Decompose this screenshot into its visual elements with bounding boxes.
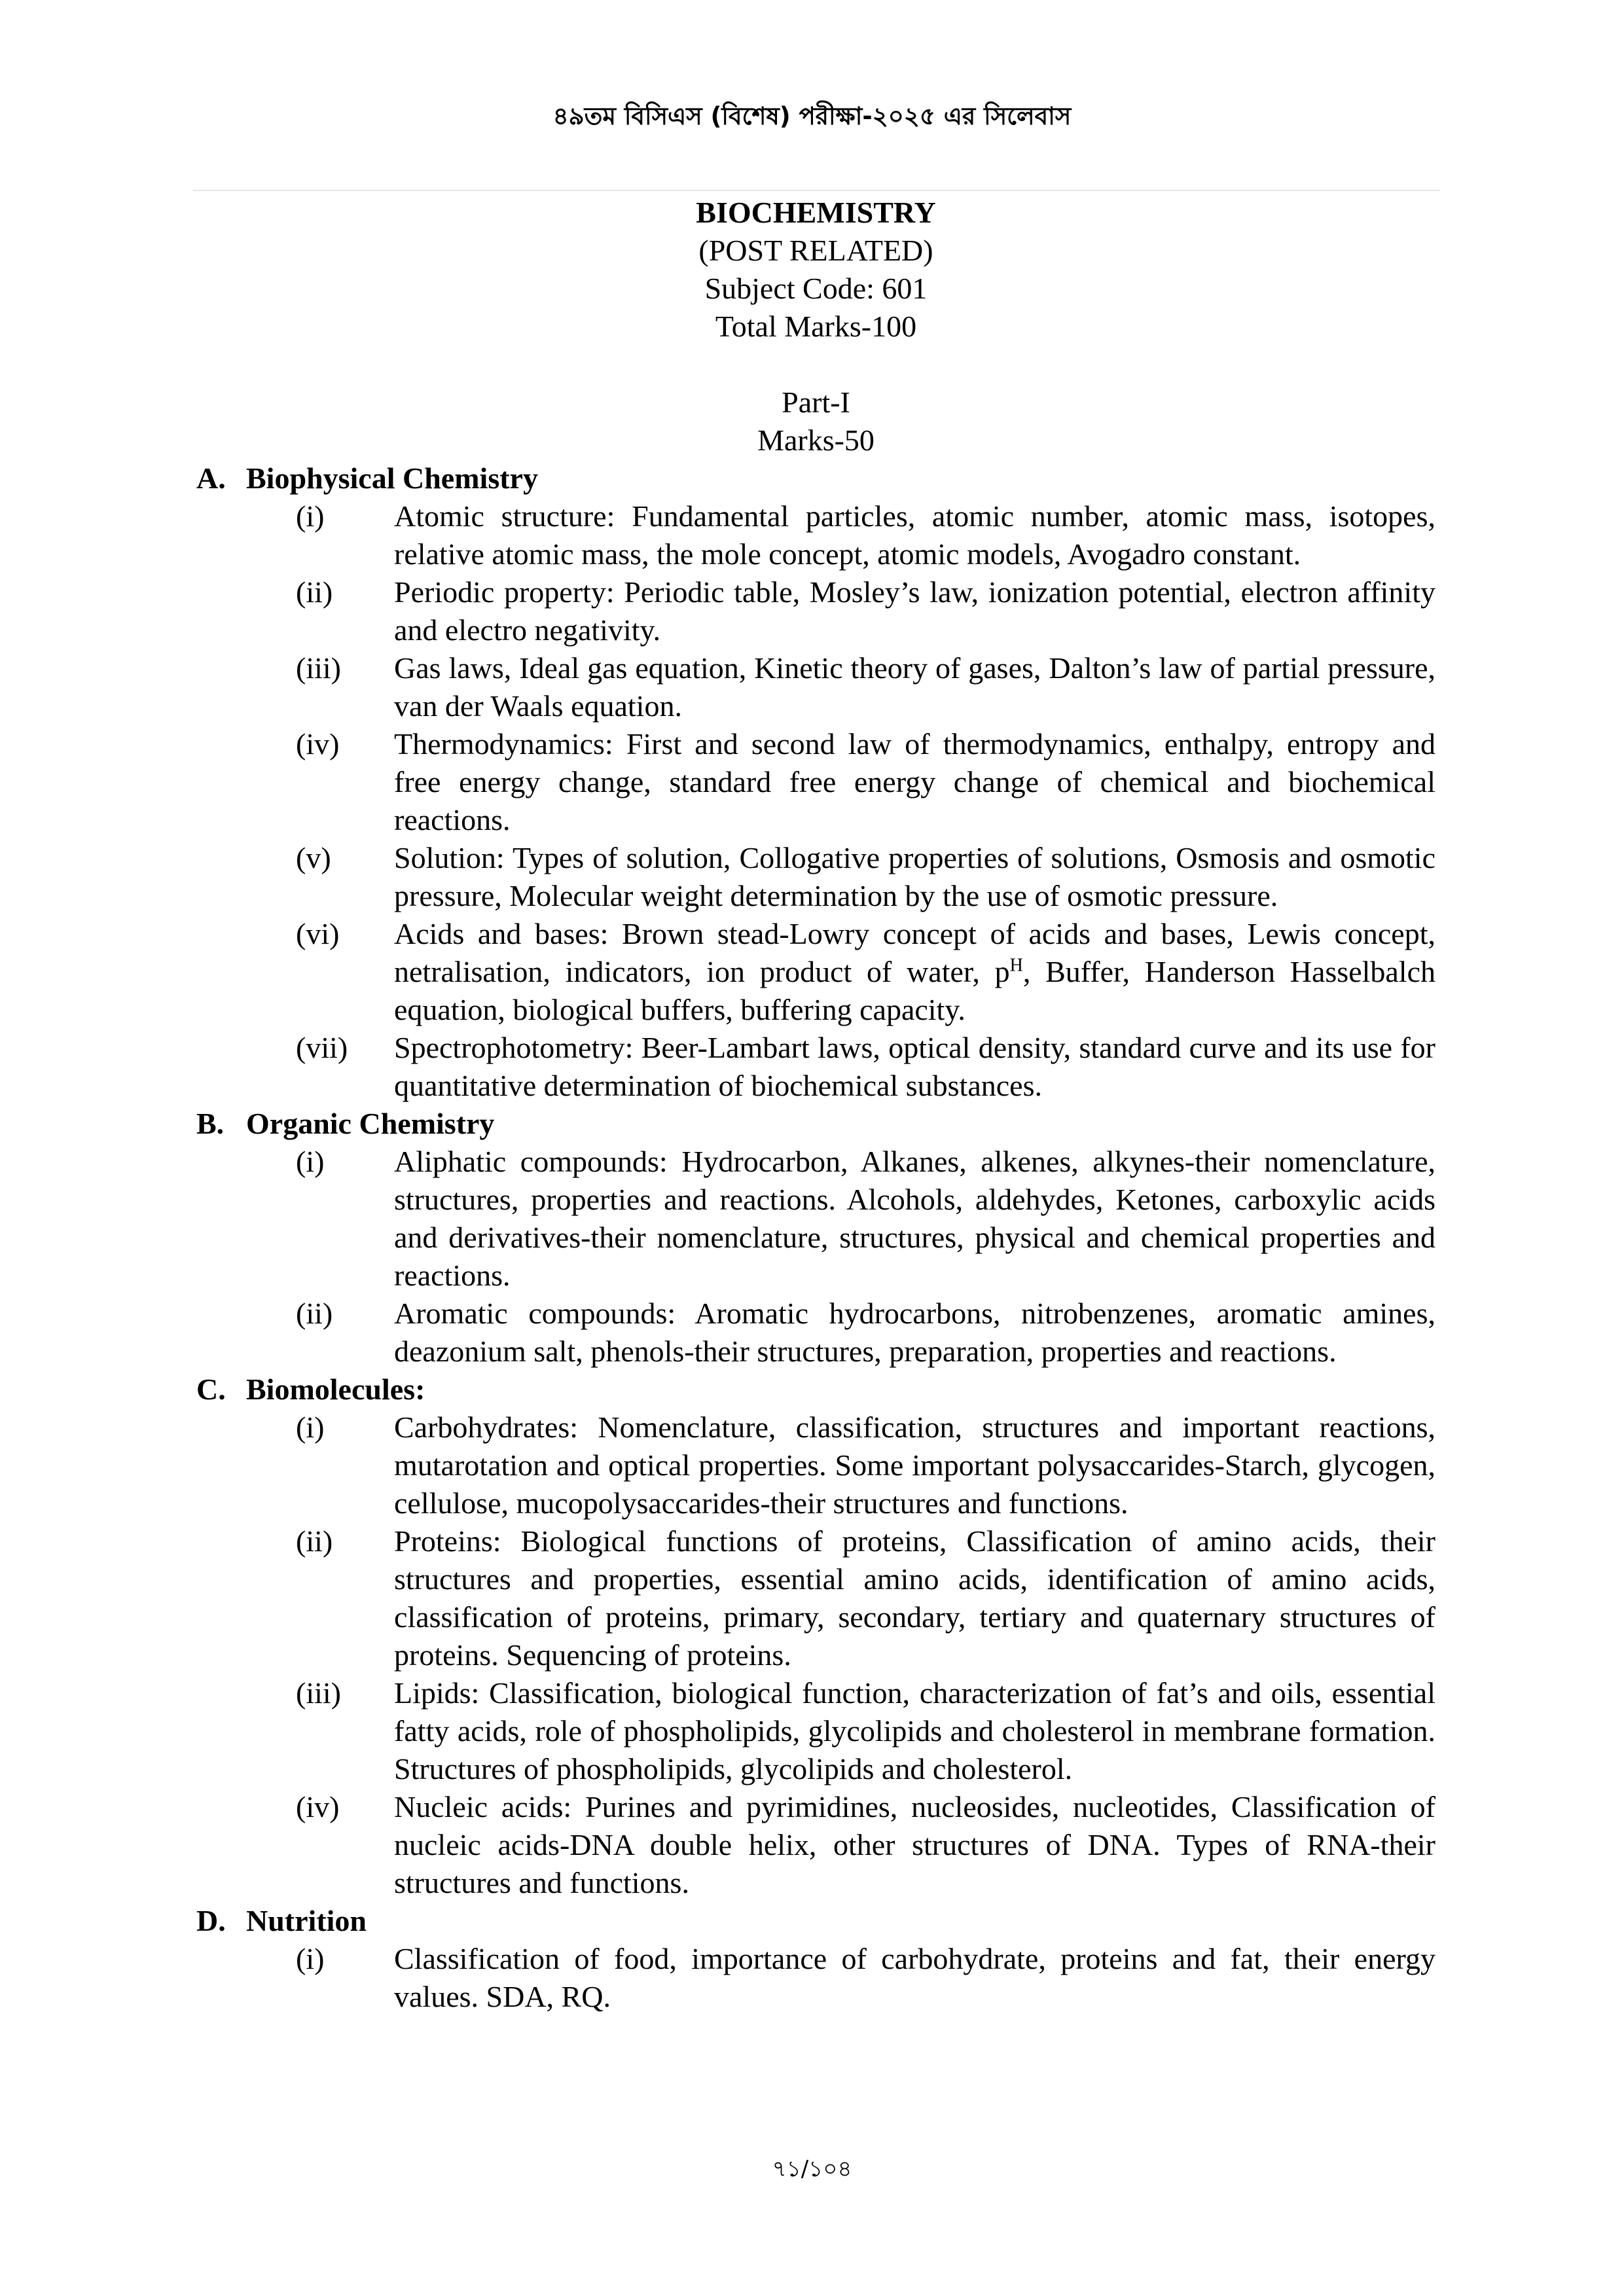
section-letter: C. bbox=[196, 1372, 226, 1406]
item-text: Carbohydrates: Nomenclature, classification, structures and important reactions, mutarotation and optical properties. Some important polysaccarides-Starch, glycogen, cellulose, mucopolysaccarides-their structures and functions. bbox=[394, 1410, 1435, 1520]
list-item bbox=[196, 725, 1435, 839]
section-heading bbox=[196, 1371, 1435, 1408]
item-number: (iii) bbox=[296, 1676, 341, 1710]
section-letter: B. bbox=[196, 1107, 225, 1140]
list-item bbox=[196, 1788, 1435, 1902]
item-number: (vi) bbox=[296, 917, 340, 950]
item-number: (i) bbox=[296, 499, 325, 533]
item-text bbox=[394, 915, 1435, 1029]
item-text: Lipids: Classification, biological function, characterization of fat’s and oils, essential fatty acids, role of phospholipids, glycolipids and cholesterol in membrane formation. Structures of phospholipids, glycolipids and cholesterol. bbox=[394, 1676, 1435, 1785]
total-marks: Total Marks-100 bbox=[715, 310, 917, 343]
section-heading bbox=[196, 1902, 1435, 1940]
item-number: (i) bbox=[296, 1942, 325, 1975]
page-header-title: ৪৯তম বিসিএস (বিশেষ) পরীক্ষা-২০২৫ এর সিলেবাস bbox=[552, 102, 1072, 130]
section-title: Nutrition bbox=[246, 1904, 367, 1937]
list-item bbox=[196, 1522, 1435, 1674]
section-title: Organic Chemistry bbox=[246, 1107, 495, 1140]
subject-code: Subject Code: 601 bbox=[704, 272, 928, 305]
item-number: (iv) bbox=[296, 1790, 340, 1823]
section-letter: A. bbox=[196, 461, 226, 495]
item-text-part: , Buffer, Handerson Hasselbalch equation, biological buffers, buffering capacity. bbox=[394, 955, 1435, 1026]
section-title: Biomolecules: bbox=[246, 1372, 425, 1406]
item-text: Aromatic compounds: Aromatic hydrocarbons, nitrobenzenes, aromatic amines, deazonium salt, phenols-their structures, preparation, properties and reactions. bbox=[394, 1297, 1435, 1368]
item-text-part: Acids and bases: Brown stead-Lowry concept of acids and bases, Lewis concept, netralisation, indicators, ion product of water, p bbox=[394, 917, 1435, 988]
item-number: (ii) bbox=[296, 1297, 333, 1330]
item-text: Thermodynamics: First and second law of thermodynamics, enthalpy, entropy and free energy change, standard free energy change of chemical and biochemical reactions. bbox=[394, 727, 1435, 836]
item-text: Aliphatic compounds: Hydrocarbon, Alkanes, alkenes, alkynes-their nomenclature, structures, properties and reactions. Alcohols, aldehydes, Ketones, carboxylic acids and derivatives-their nomenclature, structures, physical and chemical properties and reactions. bbox=[394, 1145, 1435, 1292]
item-number: (v) bbox=[296, 841, 331, 874]
item-number: (i) bbox=[296, 1145, 325, 1178]
item-text: Atomic structure: Fundamental particles, atomic number, atomic mass, isotopes, relative atomic mass, the mole concept, atomic models, Avogadro constant. bbox=[394, 499, 1435, 571]
superscript: H bbox=[1009, 955, 1023, 976]
item-text: Nucleic acids: Purines and pyrimidines, nucleosides, nucleotides, Classification of nucleic acids-DNA double helix, other structures of DNA. Types of RNA-their structures and functions. bbox=[394, 1790, 1435, 1899]
list-item bbox=[196, 839, 1435, 915]
item-number: (i) bbox=[296, 1410, 325, 1444]
item-text: Proteins: Biological functions of proteins, Classification of amino acids, their structures and properties, essential amino acids, identification of amino acids, classification of proteins, primary, secondary, tertiary and quaternary structures of proteins. Sequencing of proteins. bbox=[394, 1524, 1435, 1672]
syllabus-content bbox=[196, 194, 1435, 2016]
item-text: Classification of food, importance of carbohydrate, proteins and fat, their energy values. SDA, RQ. bbox=[394, 1942, 1435, 2013]
list-item bbox=[196, 1295, 1435, 1371]
post-note: (POST RELATED) bbox=[698, 234, 933, 267]
list-item bbox=[196, 1143, 1435, 1295]
list-item bbox=[196, 1940, 1435, 2016]
item-text: Gas laws, Ideal gas equation, Kinetic theory of gases, Dalton’s law of partial pressure, van der Waals equation. bbox=[394, 651, 1435, 723]
subject-title: BIOCHEMISTRY bbox=[696, 196, 936, 229]
list-item bbox=[196, 649, 1435, 725]
list-item bbox=[196, 915, 1435, 1029]
item-text: Periodic property: Periodic table, Mosley’s law, ionization potential, electron affinity and electro negativity. bbox=[394, 575, 1435, 647]
section-letter: D. bbox=[196, 1904, 226, 1937]
part-title: Part-I bbox=[782, 386, 850, 419]
list-item bbox=[196, 497, 1435, 573]
spacer bbox=[196, 346, 1435, 384]
item-number: (ii) bbox=[296, 1524, 333, 1558]
list-item bbox=[196, 1408, 1435, 1522]
list-item bbox=[196, 1674, 1435, 1788]
part-marks: Marks-50 bbox=[757, 423, 875, 457]
page-number: ৭১/১০৪ bbox=[772, 2156, 852, 2182]
item-number: (ii) bbox=[296, 575, 333, 609]
item-number: (iii) bbox=[296, 651, 341, 685]
item-text: Solution: Types of solution, Collogative properties of solutions, Osmosis and osmotic pressure, Molecular weight determination by the use of osmotic pressure. bbox=[394, 841, 1435, 912]
list-item bbox=[196, 1029, 1435, 1105]
section-title: Biophysical Chemistry bbox=[246, 461, 538, 495]
item-text: Spectrophotometry: Beer-Lambart laws, optical density, standard curve and its use for quantitative determination of biochemical substances. bbox=[394, 1031, 1435, 1102]
header-divider bbox=[193, 190, 1440, 191]
item-number: (iv) bbox=[296, 727, 340, 761]
section-heading bbox=[196, 1105, 1435, 1143]
list-item bbox=[196, 573, 1435, 649]
item-number: (vii) bbox=[296, 1031, 348, 1064]
section-heading bbox=[196, 459, 1435, 497]
